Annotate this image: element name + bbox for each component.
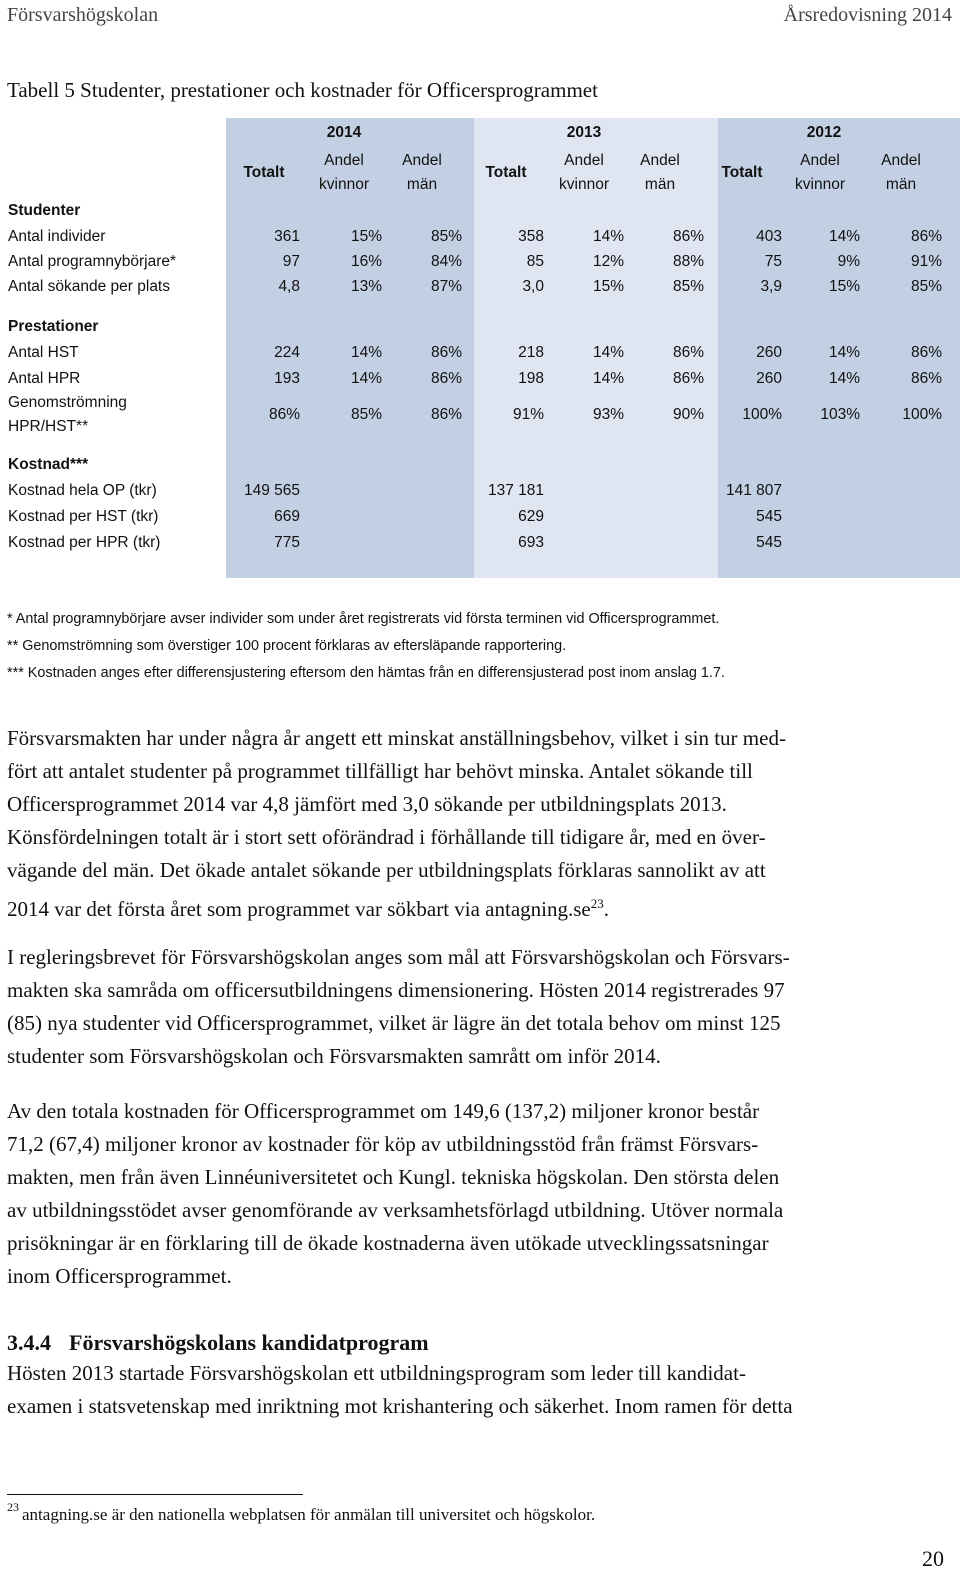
- table-cell: 260: [756, 370, 782, 387]
- table-cell: 545: [756, 508, 782, 525]
- table-cell: 85%: [910, 278, 942, 295]
- table-cell: 14%: [350, 344, 382, 361]
- section-title: Försvarshögskolans kandidatprogram: [69, 1330, 429, 1355]
- p3-line: prisökningar är en förklaring till de ökade kostnaderna även utökade utvecklingssatsningar: [7, 1231, 769, 1255]
- paragraph-2: [7, 941, 947, 1073]
- table-cell: 260: [756, 344, 782, 361]
- header-org: Försvarshögskolan: [7, 4, 159, 26]
- table-cell: 86%: [430, 370, 462, 387]
- women-share-header: Andel: [324, 152, 364, 169]
- women-share-header: kvinnor: [559, 176, 609, 193]
- p4-line: examen i statsvetenskap med inriktning mot krishantering och säkerhet. Inom ramen för detta: [7, 1394, 793, 1418]
- table-cell: 3,9: [760, 278, 782, 295]
- section-number: 3.4.4: [7, 1330, 51, 1355]
- table-cell: 93%: [592, 406, 624, 423]
- total-header: Totalt: [243, 164, 285, 181]
- table-cell: 198: [518, 370, 544, 387]
- p4-line: Hösten 2013 startade Försvarshögskolan ett utbildningsprogram som leder till kandidat-: [7, 1361, 746, 1385]
- p2-line: (85) nya studenter vid Officersprogrammet, vilket är lägre än det totala behov om minst 125: [7, 1011, 781, 1035]
- men-share-header: Andel: [640, 152, 680, 169]
- row-label: Genomströmning: [8, 394, 127, 411]
- table-cell: 86%: [672, 228, 704, 245]
- table-caption: Tabell 5 Studenter, prestationer och kostnader för Officersprogrammet: [7, 78, 598, 102]
- page-header: [7, 4, 952, 34]
- header-report: Årsredovisning 2014: [783, 4, 952, 26]
- table-cell: 775: [274, 534, 300, 551]
- table-cell: 629: [518, 508, 544, 525]
- page-footnote-text: antagning.se är den nationella webplatsen för anmälan till universitet och högskolor.: [22, 1505, 596, 1524]
- table-cell: 4,8: [278, 278, 300, 295]
- table-cell: 86%: [672, 344, 704, 361]
- table-cell: 218: [518, 344, 544, 361]
- p3-line: inom Officersprogrammet.: [7, 1264, 232, 1288]
- table-cell: 15%: [350, 228, 382, 245]
- table-cell: 14%: [828, 228, 860, 245]
- table-cell: 85%: [672, 278, 704, 295]
- table-cell: 15%: [592, 278, 624, 295]
- table-cell: 75: [764, 253, 782, 270]
- p1-line-last: [7, 887, 947, 926]
- table-cell: 86%: [672, 370, 704, 387]
- p1-line: fört att antalet studenter på programmet tillfälligt har behövt minska. Antalet sökande till: [7, 759, 753, 783]
- women-share-header: kvinnor: [795, 176, 845, 193]
- p2-line: studenter som Försvarshögskolan och Försvarsmakten samrått om inför 2014.: [7, 1044, 661, 1068]
- p1-line: Könsfördelningen totalt är i stort sett oförändrad i förhållande till tidigare år, med en över-: [7, 825, 766, 849]
- table-cell: 100%: [902, 406, 942, 423]
- row-label: Antal sökande per plats: [8, 278, 170, 295]
- total-header: Totalt: [485, 164, 527, 181]
- table-cell: 13%: [350, 278, 382, 295]
- p1-line: Försvarsmakten har under några år angett ett minskat anställningsbehov, vilket i sin tur med-: [7, 726, 786, 750]
- paragraph-4: [7, 1357, 947, 1423]
- row-label: Antal HST: [8, 344, 79, 361]
- table-cell: 86%: [910, 344, 942, 361]
- row-label: Kostnad per HPR (tkr): [8, 534, 161, 551]
- p3-line: 71,2 (67,4) miljoner kronor av kostnader för köp av utbildningsstöd från främst Försvars-: [7, 1132, 759, 1156]
- table-cell: 224: [274, 344, 300, 361]
- table-cell: 14%: [592, 228, 624, 245]
- footnote-divider: [7, 1494, 303, 1495]
- p2-line: I regleringsbrevet för Försvarshögskolan anges som mål att Försvarshögskolan och Försvars-: [7, 945, 790, 969]
- table-cell: 100%: [742, 406, 782, 423]
- p1-line: 2014 var det första året som programmet var sökbart via antagning.se: [7, 897, 591, 921]
- footnote-3: *** Kostnaden anges efter differensjustering eftersom den hämtas från en differensjusterad post inom anslag 1.7.: [7, 665, 725, 681]
- p3-line: makten, men från även Linnéuniversitetet och Kungl. tekniska högskolan. Den största delen: [7, 1165, 780, 1189]
- table-cell: 86%: [910, 370, 942, 387]
- table-cell: 91%: [910, 253, 942, 270]
- section-label-prestationer: Prestationer: [8, 318, 99, 335]
- table-cell: 669: [274, 508, 300, 525]
- table-cell: 103%: [820, 406, 860, 423]
- table-cell: 14%: [828, 370, 860, 387]
- p2-line: makten ska samråda om officersutbildningens dimensionering. Hösten 2014 registrerades 97: [7, 978, 785, 1002]
- footnote-ref: 23: [590, 896, 604, 911]
- table-cell: 141 807: [725, 482, 782, 499]
- data-table: [4, 118, 956, 578]
- table-cell: 85: [526, 253, 544, 270]
- p3-line: Av den totala kostnaden för Officersprogrammet om 149,6 (137,2) miljoner kronor består: [7, 1099, 760, 1123]
- total-header: Totalt: [721, 164, 763, 181]
- page-footnote-number: 23: [7, 1500, 19, 1514]
- table-cell: 84%: [430, 253, 462, 270]
- men-share-header: män: [885, 176, 917, 193]
- year-header: 2012: [806, 124, 842, 141]
- men-share-header: män: [406, 176, 438, 193]
- section-heading: [7, 1330, 429, 1356]
- row-label: Antal programnybörjare*: [8, 253, 177, 270]
- table-cell: 14%: [592, 344, 624, 361]
- p1-line: Officersprogrammet 2014 var 4,8 jämfört med 3,0 sökande per utbildningsplats 2013.: [7, 792, 727, 816]
- table-cell: 85%: [430, 228, 462, 245]
- table-cell: 358: [518, 228, 544, 245]
- men-share-header: män: [644, 176, 676, 193]
- women-share-header: Andel: [800, 152, 840, 169]
- page-footnote: [7, 1500, 595, 1525]
- table-cell: 15%: [828, 278, 860, 295]
- row-label: Kostnad hela OP (tkr): [8, 482, 157, 499]
- table-cell: 545: [756, 534, 782, 551]
- table-cell: 86%: [430, 344, 462, 361]
- table-cell: 693: [518, 534, 544, 551]
- footnote-2: ** Genomströmning som överstiger 100 procent förklaras av eftersläpande rapportering.: [7, 638, 567, 654]
- footnote-1: * Antal programnybörjare avser individer som under året registrerats vid första terminen vid Officersprogrammet.: [7, 611, 720, 627]
- page-number: 20: [922, 1546, 944, 1571]
- table-cell: 403: [756, 228, 782, 245]
- section-label-studenter: Studenter: [8, 202, 81, 219]
- table-cell: 16%: [350, 253, 382, 270]
- table-cell: 3,0: [522, 278, 544, 295]
- section-label-kostnad: Kostnad***: [8, 456, 89, 473]
- row-label: HPR/HST**: [8, 418, 89, 435]
- table-cell: 193: [274, 370, 300, 387]
- table-cell: 14%: [350, 370, 382, 387]
- year-header: 2014: [326, 124, 362, 141]
- row-label: Kostnad per HST (tkr): [8, 508, 159, 525]
- row-label: Antal individer: [8, 228, 106, 245]
- table-cell: 14%: [828, 344, 860, 361]
- men-share-header: Andel: [881, 152, 921, 169]
- table-cell: 87%: [430, 278, 462, 295]
- paragraph-3: [7, 1095, 947, 1293]
- table-cell: 361: [274, 228, 300, 245]
- table-cell: 97: [282, 253, 300, 270]
- table-footnotes: [7, 606, 725, 687]
- table-cell: 9%: [837, 253, 860, 270]
- table-cell: 85%: [350, 406, 382, 423]
- year-header: 2013: [566, 124, 602, 141]
- table-cell: 86%: [268, 406, 300, 423]
- paragraph-1: [7, 722, 947, 926]
- table-cell: 86%: [430, 406, 462, 423]
- p1-line: vägande del män. Det ökade antalet sökande per utbildningsplats förklaras sannolikt av att: [7, 858, 766, 882]
- table-cell: 12%: [592, 253, 624, 270]
- men-share-header: Andel: [402, 152, 442, 169]
- table-cell: 86%: [910, 228, 942, 245]
- table-cell: 90%: [672, 406, 704, 423]
- table-cell: 137 181: [487, 482, 544, 499]
- women-share-header: kvinnor: [319, 176, 369, 193]
- table-cell: 91%: [512, 406, 544, 423]
- women-share-header: Andel: [564, 152, 604, 169]
- row-label: Antal HPR: [8, 370, 81, 387]
- p1-end: .: [603, 897, 609, 921]
- table-cell: 88%: [672, 253, 704, 270]
- table-cell: 149 565: [243, 482, 300, 499]
- table-cell: 14%: [592, 370, 624, 387]
- p3-line: av utbildningsstödet avser genomförande av verksamhetsförlagd utbildning. Utöver normala: [7, 1198, 784, 1222]
